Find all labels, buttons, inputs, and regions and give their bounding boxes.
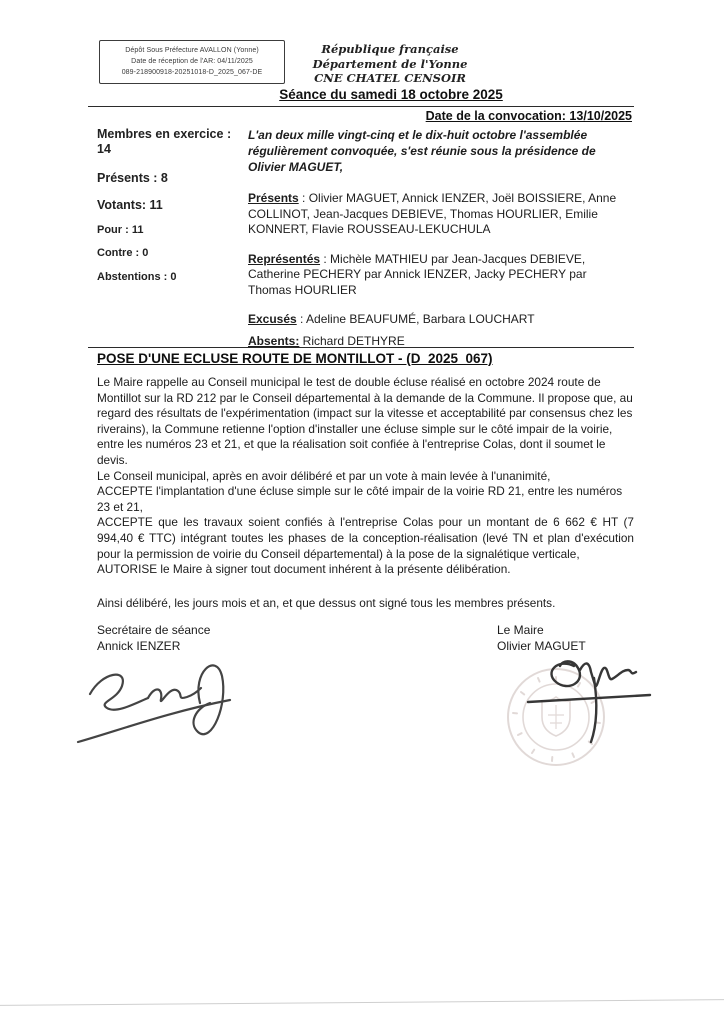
scan-artifact-line	[0, 999, 724, 1006]
absents-names: Richard DETHYRE	[299, 333, 405, 348]
stamp-line-2: Date de réception de l'AR: 04/11/2025	[131, 58, 253, 66]
decision-3: AUTORISE le Maire à signer tout document inhérent à la présente délibération.	[97, 562, 511, 577]
header-rule	[88, 106, 634, 107]
representes-label: Représentés	[248, 251, 321, 266]
header-republic: République française	[321, 42, 459, 56]
session-title: Séance du samedi 18 octobre 2025	[279, 87, 503, 102]
section-rule	[88, 347, 634, 348]
stamp-line-3: 089-218900918-20251018-D_2025_067-DE	[121, 69, 263, 77]
document-header	[250, 42, 530, 86]
decision-2: ACCEPTE que les travaux soient confiés à l'entreprise Colas pour un montant de 6 662 € HT (7 994,40 € TTC) intégrant toutes les phases de la conception-réalisation (levé TN et plan d'exécution pour la permission de voirie du Conseil départemental) à la pose de la signalétique verticale,	[97, 515, 634, 561]
presents-label: Présents	[248, 191, 299, 205]
presents-line	[248, 191, 632, 238]
secretary-role: Secrétaire de séance	[97, 623, 211, 637]
absents-label: Absents:	[248, 333, 300, 348]
mayor-name: Olivier MAGUET	[497, 639, 586, 653]
deliberation-paragraph: Le Maire rappelle au Conseil municipal le test de double écluse réalisé en octobre 2024 route de Montillot sur la RD 212 par le Conseil départemental à la demande de la Commune. Il propose que, au regard des résultats de l'expérimentation (impact sur la vitesse et acceptabilité par consensus chez les riverains), la Commune retienne l'option d'installer une écluse simple sur le côté impair de la voirie, entre les numéros 23 et 21, et que la réalisation soit confiée à l'entreprise Colas, dont il soumet le devis.	[97, 375, 633, 467]
deliberation-body	[97, 375, 634, 611]
pour-count: Pour : 11	[97, 224, 144, 236]
abstentions-count: Abstentions : 0	[97, 271, 177, 283]
attendance-intro: L'an deux mille vingt-cinq et le dix-huit octobre l'assemblée régulièrement convoquée, s'est réunie sous la présidence de Olivier MAGUET,	[248, 128, 596, 174]
votants-count: Votants: 11	[97, 198, 163, 212]
presents-names: : Olivier MAGUET, Annick IENZER, Joël BOISSIERE, Anne COLLINOT, Jean-Jacques DEBIEVE, Thomas HOURLIER, Emilie KONNERT, Flavie ROUSSEAU-LEKUCHULA	[248, 191, 617, 236]
deliberation-title: POSE D'UNE ECLUSE ROUTE DE MONTILLOT - (D_2025_067)	[97, 351, 493, 366]
header-department: Département de l'Yonne	[312, 56, 468, 71]
mayor-role: Le Maire	[497, 623, 544, 637]
stamp-line-1: Dépôt Sous Préfecture AVALLON (Yonne)	[125, 47, 259, 54]
header-commune: CNE CHATEL CENSOIR	[314, 71, 466, 85]
closing-statement: Ainsi délibéré, les jours mois et an, et que dessus ont signé tous les membres présents.	[97, 595, 556, 610]
membres-en-exercice: Membres en exercice : 14	[97, 127, 232, 156]
secretary-name: Annick IENZER	[97, 639, 181, 653]
vote-summary	[97, 127, 237, 284]
excuses-names: : Adeline BEAUFUMÉ, Barbara LOUCHART	[296, 312, 535, 326]
presents-count: Présents : 8	[97, 171, 168, 185]
representes-names: : Michèle MATHIEU par Jean-Jacques DEBIEVE, Catherine PECHERY par Annick IENZER, Jacky PECHERY par Thomas HOURLIER	[248, 251, 587, 297]
decision-1: ACCEPTE l'implantation d'une écluse simple sur le côté impair de la voirie RD 21, entre les numéros 23 et 21,	[97, 484, 623, 514]
convocation-date: Date de la convocation: 13/10/2025	[425, 109, 632, 123]
excuses-line	[248, 312, 632, 328]
mayor-signature	[518, 650, 668, 750]
representes-line	[248, 252, 632, 299]
secretary-signature	[76, 650, 258, 750]
attendance-section	[248, 127, 632, 349]
deliberation-vote-intro: Le Conseil municipal, après en avoir délibéré et par un vote à main levée à l'unanimité,	[97, 468, 551, 483]
excuses-label: Excusés	[248, 312, 297, 326]
contre-count: Contre : 0	[97, 247, 149, 259]
